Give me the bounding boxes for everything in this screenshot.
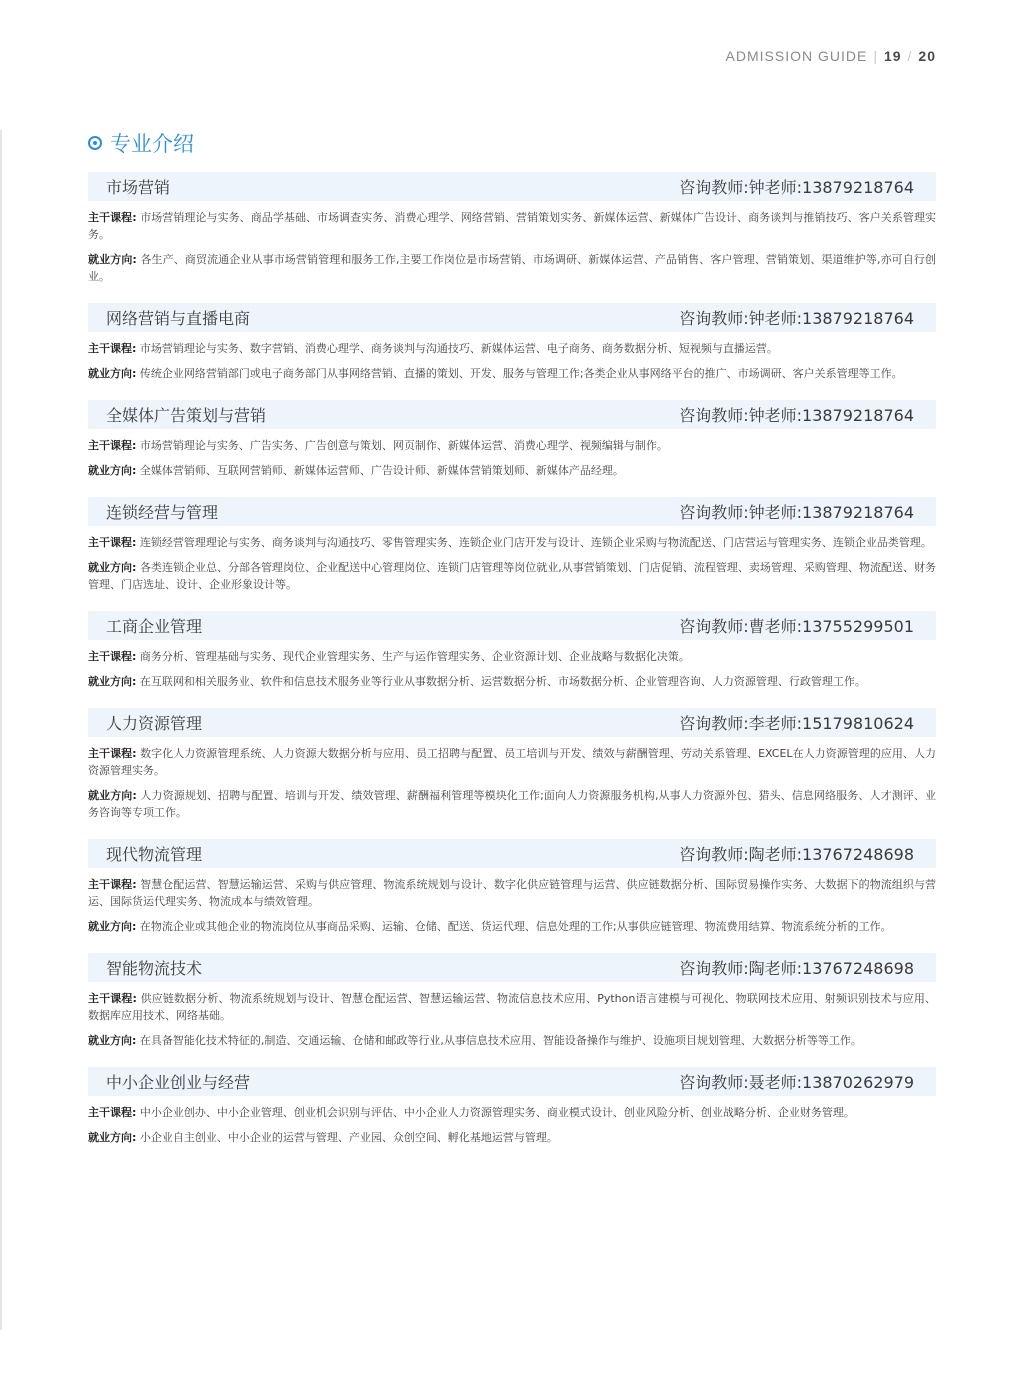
target-circle-icon — [88, 136, 102, 150]
jobs-label: 就业方向: — [88, 561, 137, 574]
program-name: 现代物流管理 — [106, 845, 203, 864]
program-name: 连锁经营与管理 — [106, 503, 219, 522]
jobs-line — [88, 787, 936, 821]
courses-text: 连锁经营管理理论与实务、商务谈判与沟通技巧、零售管理实务、连锁企业门店开发与设计、连锁企业采购与物流配送、门店营运与管理实务、连锁企业品类管理。 — [139, 536, 932, 549]
courses-line — [88, 437, 936, 454]
jobs-line — [88, 365, 936, 382]
jobs-label: 就业方向: — [88, 367, 137, 380]
courses-text: 智慧仓配运营、智慧运输运营、采购与供应管理、物流系统规划与设计、数字化供应链管理与运营、供应链数据分析、国际贸易操作实务、大数据下的物流组织与营运、国际货运代理实务、物流成本与绩效管理。 — [88, 878, 937, 908]
courses-line — [88, 876, 936, 910]
jobs-line — [88, 1129, 936, 1146]
jobs-line — [88, 559, 936, 593]
courses-line — [88, 340, 936, 357]
program-contact: 咨询教师:曹老师:13755299501 — [679, 617, 914, 636]
jobs-text: 人力资源规划、招聘与配置、培训与开发、绩效管理、薪酬福利管理等模块化工作;面向人力资源服务机构,从事人力资源外包、猎头、信息网络服务、人才测评、业务咨询等专项工作。 — [88, 789, 936, 819]
program-name: 市场营销 — [106, 178, 171, 197]
program-header-bar — [88, 953, 936, 982]
program-header-bar — [88, 708, 936, 737]
jobs-text: 在具备智能化技术特征的,制造、交通运输、仓储和邮政等行业,从事信息技术应用、智能设备操作与维护、设施项目规划管理、大数据分析等等工作。 — [139, 1034, 862, 1047]
courses-line — [88, 990, 936, 1024]
courses-line — [88, 648, 936, 665]
jobs-label: 就业方向: — [88, 675, 137, 688]
header-divider: | — [873, 48, 878, 64]
program-list — [88, 172, 936, 1164]
courses-label: 主干课程: — [88, 536, 137, 549]
program-header-bar — [88, 497, 936, 526]
jobs-line — [88, 673, 936, 690]
jobs-label: 就业方向: — [88, 1131, 137, 1144]
jobs-label: 就业方向: — [88, 464, 137, 477]
jobs-label: 就业方向: — [88, 1034, 137, 1047]
program-item — [88, 708, 936, 821]
courses-text: 市场营销理论与实务、广告实务、广告创意与策划、网页制作、新媒体运营、消费心理学、视频编辑与制作。 — [139, 439, 668, 452]
page-total: 20 — [918, 48, 936, 64]
program-name: 全媒体广告策划与营销 — [106, 406, 267, 425]
jobs-line — [88, 918, 936, 935]
program-item — [88, 303, 936, 382]
jobs-text: 传统企业网络营销部门或电子商务部门从事网络营销、直播的策划、开发、服务与管理工作;各类企业从事网络平台的推广、市场调研、客户关系管理等工作。 — [139, 367, 903, 380]
program-contact: 咨询教师:钟老师:13879218764 — [679, 178, 914, 197]
courses-line — [88, 534, 936, 551]
jobs-text: 各类连锁企业总、分部各管理岗位、企业配送中心管理岗位、连锁门店管理等岗位就业,从事营销策划、门店促销、流程管理、卖场管理、采购管理、物流配送、财务管理、门店选址、设计、企业形象设计等。 — [88, 561, 936, 591]
jobs-label: 就业方向: — [88, 789, 137, 802]
jobs-text: 各生产、商贸流通企业从事市场营销管理和服务工作,主要工作岗位是市场营销、市场调研、新媒体运营、产品销售、客户管理、营销策划、渠道维护等,亦可自行创业。 — [88, 253, 936, 283]
program-item — [88, 497, 936, 593]
program-contact: 咨询教师:聂老师:13870262979 — [679, 1073, 914, 1092]
left-margin-rule — [0, 130, 2, 1330]
courses-text: 市场营销理论与实务、数字营销、消费心理学、商务谈判与沟通技巧、新媒体运营、电子商务、商务数据分析、短视频与直播运营。 — [139, 342, 778, 355]
courses-label: 主干课程: — [88, 342, 137, 355]
program-item — [88, 172, 936, 285]
courses-line — [88, 209, 936, 243]
section-title: 专业介绍 — [110, 132, 194, 156]
jobs-line — [88, 1032, 936, 1049]
jobs-text: 小企业自主创业、中小企业的运营与管理、产业园、众创空间、孵化基地运营与管理。 — [139, 1131, 558, 1144]
program-header-bar — [88, 611, 936, 640]
page-header — [726, 48, 936, 64]
jobs-line — [88, 462, 936, 479]
page-current: 19 — [883, 48, 902, 64]
courses-text: 中小企业创办、中小企业管理、创业机会识别与评估、中小企业人力资源管理实务、商业模式设计、创业风险分析、创业战略分析、企业财务管理。 — [139, 1106, 855, 1119]
courses-text: 商务分析、管理基础与实务、现代企业管理实务、生产与运作管理实务、企业资源计划、企业战略与数据化决策。 — [139, 650, 690, 663]
program-name: 工商企业管理 — [106, 617, 203, 636]
courses-label: 主干课程: — [88, 439, 137, 452]
courses-text: 市场营销理论与实务、商品学基础、市场调查实务、消费心理学、网络营销、营销策划实务、新媒体运营、新媒体广告设计、商务谈判与推销技巧、客户关系管理实务。 — [88, 211, 937, 241]
jobs-label: 就业方向: — [88, 253, 137, 266]
courses-line — [88, 1104, 936, 1121]
program-header-bar — [88, 172, 936, 201]
courses-label: 主干课程: — [88, 1106, 137, 1119]
program-contact: 咨询教师:钟老师:13879218764 — [679, 503, 914, 522]
program-name: 网络营销与直播电商 — [106, 309, 251, 328]
jobs-text: 在互联网和相关服务业、软件和信息技术服务业等行业从事数据分析、运营数据分析、市场数据分析、企业管理咨询、人力资源管理、行政管理工作。 — [139, 675, 866, 688]
jobs-line — [88, 251, 936, 285]
program-header-bar — [88, 400, 936, 429]
courses-text: 供应链数据分析、物流系统规划与设计、智慧仓配运营、智慧运输运营、物流信息技术应用、Python语言建模与可视化、物联网技术应用、射频识别技术与应用、数据库应用技术、网络基础。 — [88, 992, 937, 1022]
courses-label: 主干课程: — [88, 747, 137, 760]
courses-label: 主干课程: — [88, 878, 137, 891]
program-item — [88, 839, 936, 935]
program-contact: 咨询教师:钟老师:13879218764 — [679, 406, 914, 425]
program-header-bar — [88, 303, 936, 332]
courses-label: 主干课程: — [88, 650, 137, 663]
guide-title: ADMISSION GUIDE — [725, 48, 868, 64]
section-heading — [88, 128, 194, 158]
program-contact: 咨询教师:陶老师:13767248698 — [679, 959, 914, 978]
program-name: 智能物流技术 — [106, 959, 203, 978]
courses-label: 主干课程: — [88, 992, 137, 1005]
courses-text: 数字化人力资源管理系统、人力资源大数据分析与应用、员工招聘与配置、员工培训与开发、绩效与薪酬管理、劳动关系管理、EXCEL在人力资源管理的应用、人力资源管理实务。 — [88, 747, 936, 777]
program-name: 人力资源管理 — [106, 714, 203, 733]
jobs-text: 全媒体营销师、互联网营销师、新媒体运营师、广告设计师、新媒体营销策划师、新媒体产品经理。 — [139, 464, 624, 477]
program-item — [88, 953, 936, 1049]
program-item — [88, 1067, 936, 1146]
courses-line — [88, 745, 936, 779]
program-contact: 咨询教师:钟老师:13879218764 — [679, 309, 914, 328]
program-item — [88, 400, 936, 479]
program-item — [88, 611, 936, 690]
program-header-bar — [88, 1067, 936, 1096]
program-contact: 咨询教师:陶老师:13767248698 — [679, 845, 914, 864]
program-contact: 咨询教师:李老师:15179810624 — [679, 714, 914, 733]
program-name: 中小企业创业与经营 — [106, 1073, 251, 1092]
program-header-bar — [88, 839, 936, 868]
jobs-label: 就业方向: — [88, 920, 137, 933]
page-separator: / — [907, 48, 913, 64]
courses-label: 主干课程: — [88, 211, 137, 224]
jobs-text: 在物流企业或其他企业的物流岗位从事商品采购、运输、仓储、配送、货运代理、信息处理的工作;从事供应链管理、物流费用结算、物流系统分析的工作。 — [139, 920, 892, 933]
